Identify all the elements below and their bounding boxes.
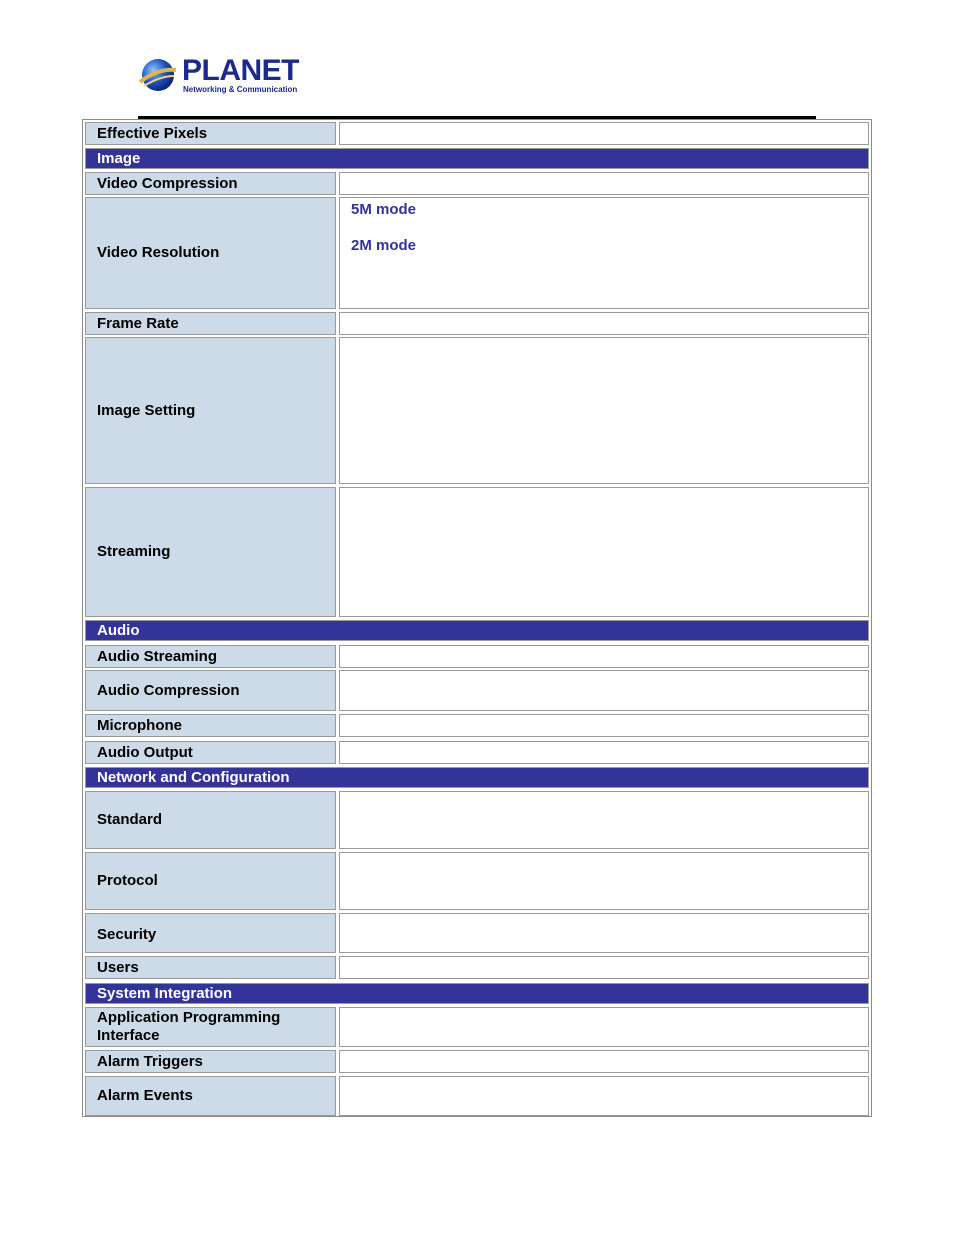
row-audio-output (85, 741, 869, 764)
label-users: Users (85, 956, 336, 979)
label-alarm-triggers: Alarm Triggers (85, 1050, 336, 1073)
section-network: Network and Configuration (85, 767, 869, 788)
value-effective-pixels (339, 122, 869, 145)
row-video-resolution (85, 197, 869, 309)
value-audio-streaming (339, 645, 869, 668)
value-protocol (339, 852, 869, 910)
row-audio-streaming (85, 645, 869, 668)
label-api: Application Programming Interface (85, 1007, 336, 1047)
section-audio: Audio (85, 620, 869, 641)
label-microphone: Microphone (85, 714, 336, 737)
value-frame-rate (339, 312, 869, 335)
row-security (85, 913, 869, 953)
label-audio-streaming: Audio Streaming (85, 645, 336, 668)
globe-icon (138, 56, 178, 94)
logo-tagline: Networking & Communication (183, 85, 298, 94)
logo-wordmark: PLANET (182, 54, 299, 87)
planet-logo (138, 54, 298, 96)
value-users (339, 956, 869, 979)
row-protocol (85, 852, 869, 910)
value-audio-compression (339, 670, 869, 711)
spec-table (82, 119, 872, 1117)
label-video-resolution: Video Resolution (85, 197, 336, 309)
mode-5m: 5M mode (351, 201, 417, 218)
value-standard (339, 791, 869, 849)
label-video-compression: Video Compression (85, 172, 336, 195)
section-system-integration: System Integration (85, 983, 869, 1004)
row-effective-pixels (85, 122, 869, 145)
row-microphone (85, 714, 869, 737)
row-alarm-triggers (85, 1050, 869, 1073)
mode-2m: 2M mode (351, 237, 417, 254)
label-streaming: Streaming (85, 487, 336, 617)
row-image-setting (85, 337, 869, 484)
row-frame-rate (85, 312, 869, 335)
value-video-compression (339, 172, 869, 195)
row-alarm-events (85, 1076, 869, 1116)
value-image-setting (339, 337, 869, 484)
label-audio-output: Audio Output (85, 741, 336, 764)
value-audio-output (339, 741, 869, 764)
label-standard: Standard (85, 791, 336, 849)
value-alarm-triggers (339, 1050, 869, 1073)
label-alarm-events: Alarm Events (85, 1076, 336, 1116)
label-security: Security (85, 913, 336, 953)
label-protocol: Protocol (85, 852, 336, 910)
label-image-setting: Image Setting (85, 337, 336, 484)
label-effective-pixels: Effective Pixels (85, 122, 336, 145)
row-users (85, 956, 869, 979)
section-image: Image (85, 148, 869, 169)
value-alarm-events (339, 1076, 869, 1116)
label-audio-compression: Audio Compression (85, 670, 336, 711)
row-audio-compression (85, 670, 869, 711)
label-frame-rate: Frame Rate (85, 312, 336, 335)
value-streaming (339, 487, 869, 617)
value-microphone (339, 714, 869, 737)
row-video-compression (85, 172, 869, 195)
value-api (339, 1007, 869, 1047)
value-video-resolution (339, 197, 869, 309)
value-security (339, 913, 869, 953)
row-standard (85, 791, 869, 849)
row-api (85, 1007, 869, 1047)
row-streaming (85, 487, 869, 617)
